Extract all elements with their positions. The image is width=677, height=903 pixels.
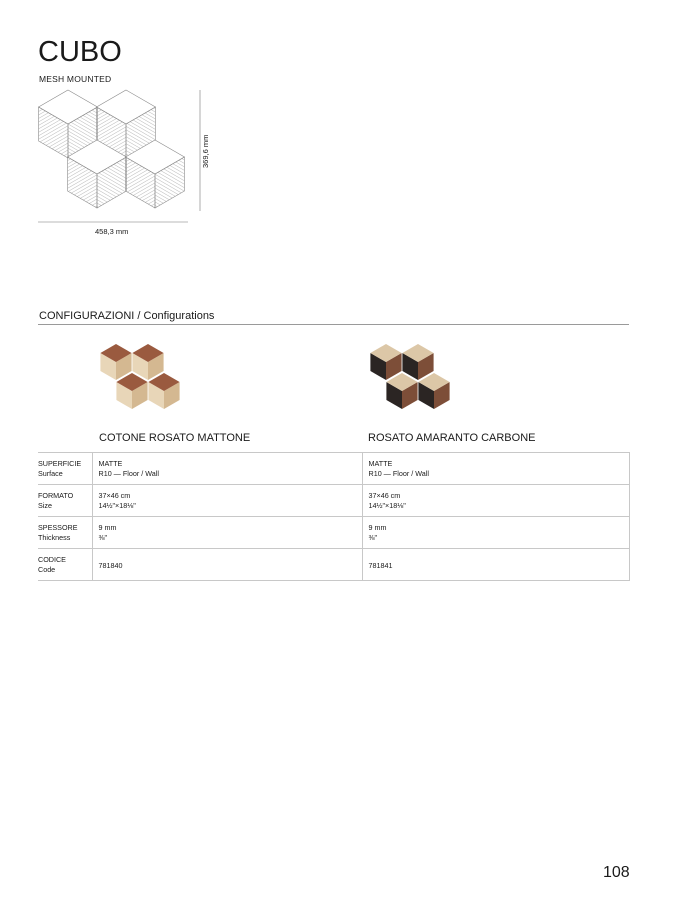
spec-label: [38, 549, 92, 581]
cubo-module-diagram: [30, 85, 210, 230]
spec-value-a: [92, 517, 362, 549]
spec-value-line: R10 — Floor / Wall: [368, 469, 429, 478]
spec-label: [38, 485, 92, 517]
page-subtitle: MESH MOUNTED: [39, 74, 112, 84]
config-name-a: COTONE ROSATO MATTONE: [99, 432, 251, 444]
spec-label-it: SPESSORE: [38, 523, 78, 532]
spec-value-b: [362, 549, 630, 581]
swatch-rosato-amaranto-carbone: [362, 338, 458, 424]
spec-row: [38, 485, 630, 517]
spec-label-en: Size: [38, 501, 52, 510]
spec-label: [38, 453, 92, 485]
spec-value-a: [92, 485, 362, 517]
spec-value-line: 14½"×18⅛": [368, 501, 406, 510]
height-dimension-label: 369,6 mm: [201, 134, 210, 168]
spec-label-en: Thickness: [38, 533, 71, 542]
configurations-heading: CONFIGURAZIONI / Configurations: [39, 310, 215, 322]
spec-label: [38, 517, 92, 549]
spec-row: [38, 517, 630, 549]
config-name-b: ROSATO AMARANTO CARBONE: [368, 432, 536, 444]
spec-label-en: Surface: [38, 469, 63, 478]
spec-value-b: [362, 453, 630, 485]
spec-value-line: 9 mm: [368, 523, 387, 532]
spec-table: [38, 452, 630, 581]
spec-row: [38, 453, 630, 485]
spec-label-it: SUPERFICIE: [38, 459, 82, 468]
page-number: 108: [603, 864, 630, 881]
spec-value-line: ⅜": [98, 533, 108, 542]
spec-label-en: Code: [38, 565, 56, 574]
spec-label-it: CODICE: [38, 555, 66, 564]
spec-label-it: FORMATO: [38, 491, 74, 500]
spec-value-line: MATTE: [98, 459, 123, 468]
spec-value-a: [92, 549, 362, 581]
page-title: CUBO: [38, 36, 122, 68]
spec-value-line: 37×46 cm: [368, 491, 401, 500]
spec-value-line: MATTE: [368, 459, 393, 468]
spec-value-line: ⅜": [368, 533, 378, 542]
configurations-divider: [38, 324, 629, 325]
spec-value-b: [362, 517, 630, 549]
spec-value-line: 9 mm: [98, 523, 117, 532]
spec-value-line: R10 — Floor / Wall: [98, 469, 159, 478]
spec-value-line: 781841: [368, 561, 393, 570]
spec-value-line: 781840: [98, 561, 123, 570]
spec-value-b: [362, 485, 630, 517]
width-dimension-label: 458,3 mm: [95, 227, 129, 236]
spec-value-a: [92, 453, 362, 485]
spec-value-line: 37×46 cm: [98, 491, 131, 500]
swatch-cotone-rosato-mattone: [92, 338, 188, 424]
spec-row: [38, 549, 630, 581]
spec-value-line: 14½"×18⅛": [98, 501, 136, 510]
